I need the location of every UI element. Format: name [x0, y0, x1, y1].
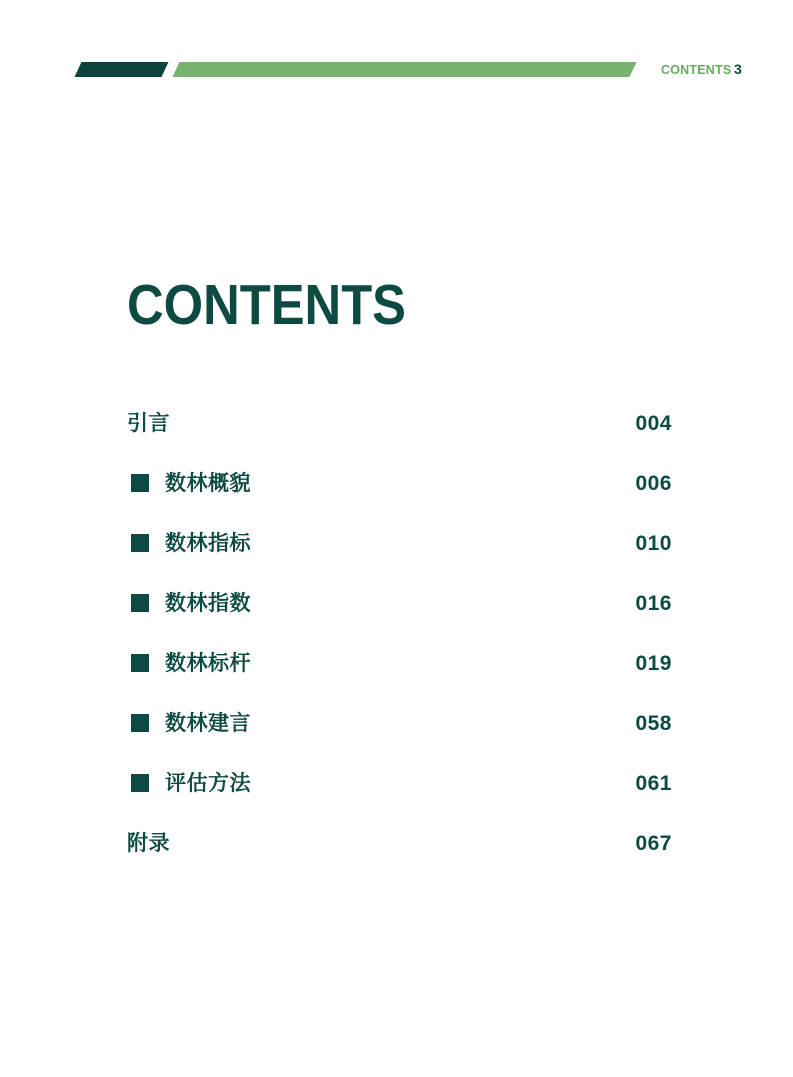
page-title: CONTENTS	[127, 273, 407, 337]
toc-item-page: 067	[635, 831, 672, 855]
toc-item-left	[127, 713, 251, 734]
toc-item-label: 数林建言	[165, 711, 251, 735]
bullet-square-icon	[131, 654, 149, 672]
toc-item[interactable]	[127, 813, 672, 873]
toc-item-page: 010	[635, 531, 672, 555]
header-section-label: CONTENTS	[661, 63, 732, 77]
toc-item-left	[127, 653, 251, 674]
bullet-square-icon	[131, 594, 149, 612]
toc-item-label: 数林指标	[165, 531, 251, 555]
toc-item-page: 016	[635, 591, 672, 615]
toc-item-label: 数林概貌	[165, 471, 251, 495]
bullet-square-icon	[131, 714, 149, 732]
toc-item-page: 061	[635, 771, 672, 795]
toc-item-label: 评估方法	[165, 771, 251, 795]
header-dark-bar	[75, 62, 169, 77]
toc-item-label: 附录	[127, 831, 170, 855]
toc-item-left	[127, 473, 251, 494]
toc-item-left	[127, 593, 251, 614]
toc-item[interactable]	[127, 573, 672, 633]
toc-item[interactable]	[127, 753, 672, 813]
toc-item-left	[127, 413, 170, 434]
toc-item[interactable]	[127, 633, 672, 693]
toc-item-page: 006	[635, 471, 672, 495]
toc-item-left	[127, 833, 170, 854]
toc-item-left	[127, 773, 251, 794]
header-page-number: 3	[734, 61, 742, 77]
toc-item-page: 058	[635, 711, 672, 735]
toc-item-page: 004	[635, 411, 672, 435]
bullet-square-icon	[131, 534, 149, 552]
header-green-bar	[173, 62, 637, 77]
toc-item-label: 数林指数	[165, 591, 251, 615]
toc-item-label: 数林标杆	[165, 651, 251, 675]
toc-item-label: 引言	[127, 411, 170, 435]
toc-item-left	[127, 533, 251, 554]
toc-item-page: 019	[635, 651, 672, 675]
toc-item[interactable]	[127, 693, 672, 753]
toc-list	[127, 393, 672, 873]
toc-item[interactable]	[127, 453, 672, 513]
toc-item[interactable]	[127, 513, 672, 573]
bullet-square-icon	[131, 474, 149, 492]
toc-item[interactable]	[127, 393, 672, 453]
bullet-square-icon	[131, 774, 149, 792]
